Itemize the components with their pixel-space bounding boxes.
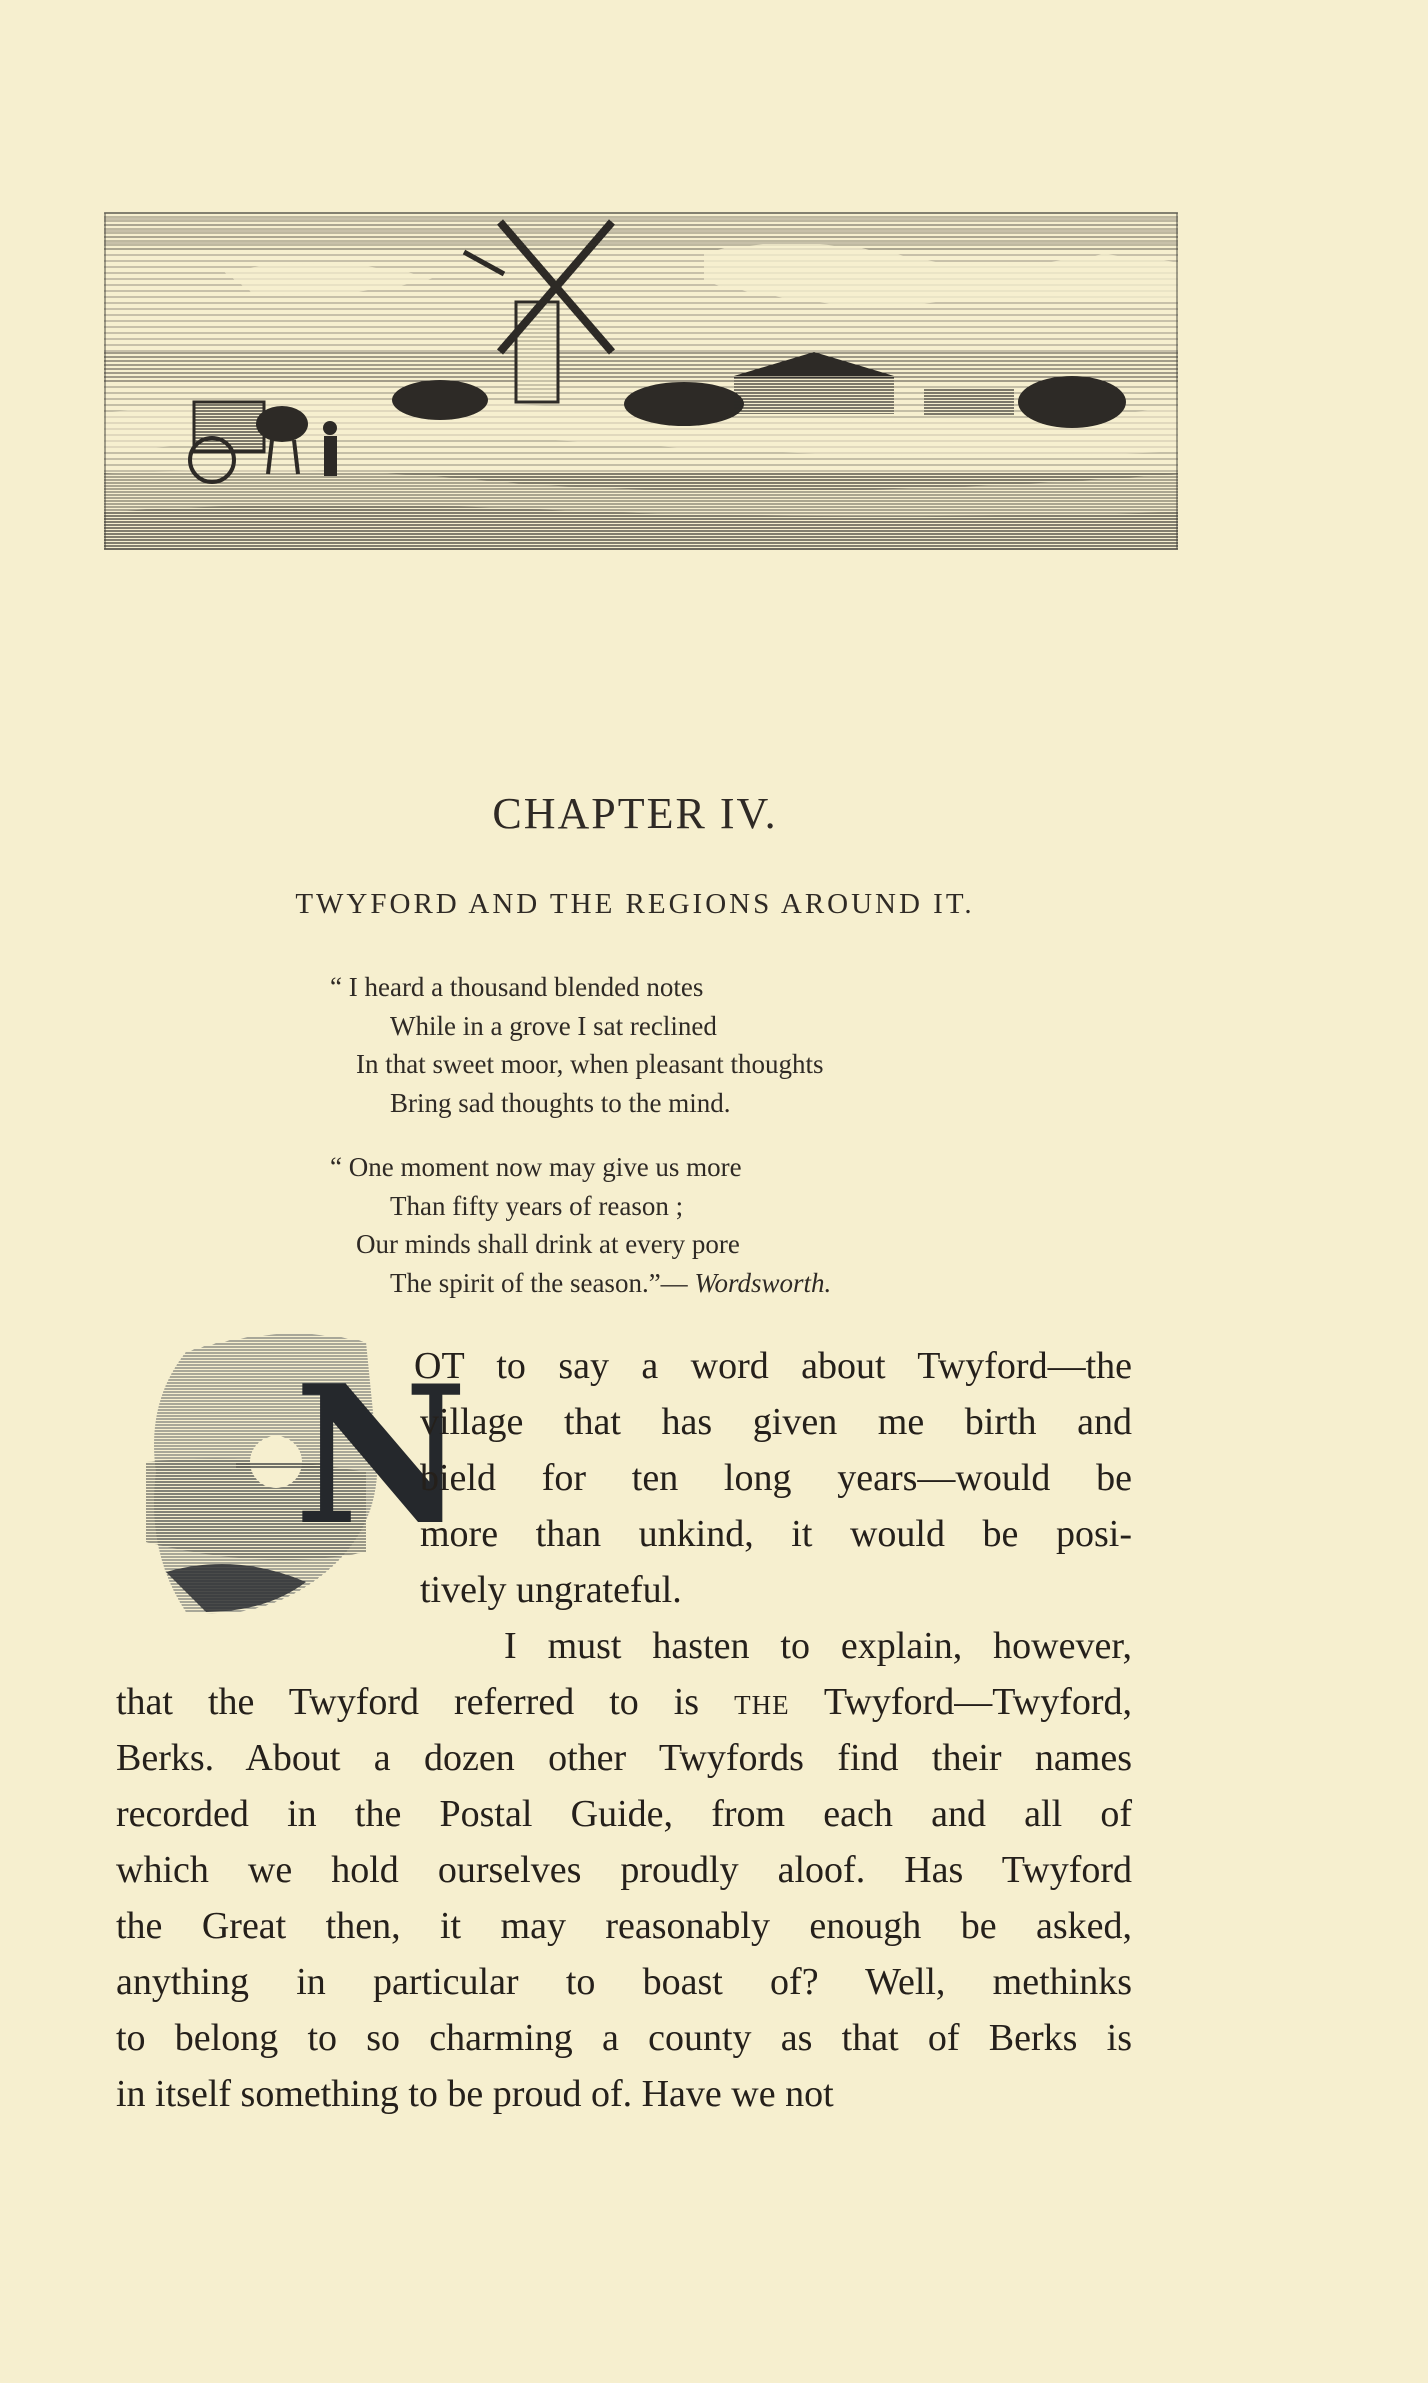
drop-cap-illustration [126,1322,468,1634]
text-line: anything in particular to boast of? Well, methinks [116,1961,1132,2003]
text-line: village that has given me birth and [420,1401,1132,1443]
chapter-title: CHAPTER IV. [492,789,778,838]
chapter-subtitle: TWYFORD AND THE REGIONS AROUND IT. [295,888,975,920]
opening-lines [414,1338,1132,1618]
text-line: more than unkind, it would be posi- [420,1513,1132,1555]
windmill-landscape-illustration [104,212,1178,550]
text-line: bield for ten long years—would be [420,1457,1132,1499]
verse-line: In that sweet moor, when pleasant thoughts [356,1049,824,1079]
verse-line: Bring sad thoughts to the mind. [390,1087,731,1118]
text-line [116,1674,1132,1730]
text-segment: that the Twyford referred to is [116,1681,700,1723]
small-caps-word: the [734,1681,790,1723]
text-line: OT to say a word about Twyford—the [414,1345,1132,1387]
verse-line-attribution [330,1264,831,1303]
text-line: recorded in the Postal Guide, from each and all of [116,1793,1132,1835]
text-line: tively ungrateful. [420,1569,682,1611]
epigraph-stanza-2 [330,1148,831,1302]
text-line: I must hasten to explain, however, [504,1625,1132,1667]
verse-line: “ I heard a thousand blended notes [330,972,704,1002]
verse-line: Our minds shall drink at every pore [356,1229,740,1259]
verse-text: The spirit of the season.”— [390,1267,688,1298]
text-line: which we hold ourselves proudly aloof. Has Twyford [116,1849,1132,1891]
epigraph-author: Wordsworth. [694,1267,832,1298]
verse-line: While in a grove I sat reclined [390,1010,717,1041]
epigraph-stanza-1 [330,968,824,1122]
body-paragraph [116,1618,1132,2122]
text-line: in itself something to be proud of. Have we not [116,2073,834,2115]
text-segment: Twyford—Twyford, [823,1681,1133,1723]
text-line: Berks. About a dozen other Twyfords find their names [116,1737,1132,1779]
verse-line: Than fifty years of reason ; [390,1190,684,1221]
verse-line: “ One moment now may give us more [330,1152,742,1182]
text-line: to belong to so charming a county as that of Berks is [116,2017,1132,2059]
text-line: the Great then, it may reasonably enough be asked, [116,1905,1132,1947]
drop-cap-letter: N [294,1344,468,1567]
